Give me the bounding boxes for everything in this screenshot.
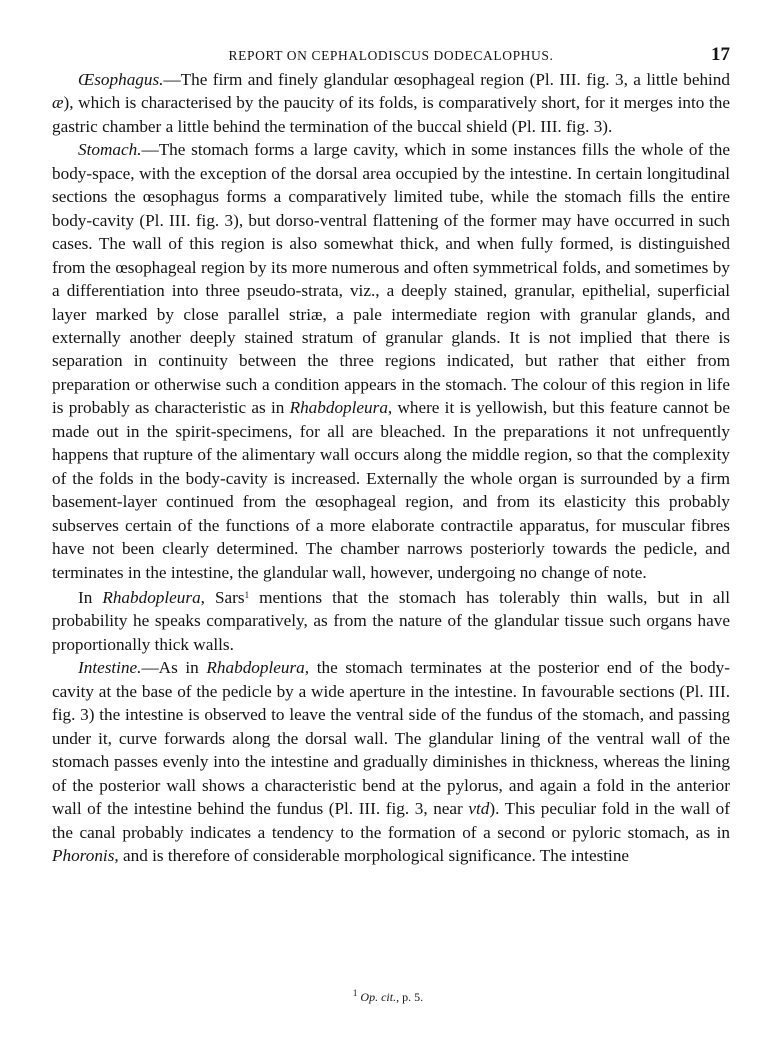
footnote (0, 988, 776, 1005)
section-heading-intestine: Intestine. (78, 658, 142, 678)
paragraph-oesophagus: Œsophagus.—The firm and finely glandular œsophageal region (Pl. III. fig. 3, a little behind æ), which is characterised by the paucity of its folds, is comparatively short, for it merges into the gastric chamber a little behind the termination of the buccal shield (Pl. III. fig. 3). (52, 70, 730, 136)
paragraph-intestine: Intestine.—As in Rhabdopleura, the stomach terminates at the posterior end of the body-cavity at the base of the pedicle by a wide aperture in the intestine. In favourable sections (Pl. III. fig. 3) the intestine is observed to leave the ventral side of the fundus of the stomach, and passing under it, curve forwards along the dorsal wall. The glandular lining of the ventral wall of the stomach passes evenly into the intestine and gradually diminishes in thickness, whereas the lining of the posterior wall shows a characteristic bend at the pylorus, and again a fold in the anterior wall of the intestine behind the fundus (Pl. III. fig. 3, near vtd). This peculiar fold in the wall of the canal probably indicates a tendency to the formation of a second or pyloric stomach, as in Phoronis, and is therefore of considerable morphological significance. The intestine (52, 658, 730, 865)
figure-label-ae: æ (52, 93, 64, 113)
body-text (52, 68, 730, 867)
footnote-citation: Op. cit. (360, 990, 397, 1004)
footnote-page-ref: , p. 5. (396, 990, 424, 1004)
paragraph-stomach: Stomach.—The stomach forms a large cavity, which in some instances fills the whole of the body-space, with the exception of the dorsal area occupied by the intestine. In certain longitudinal sections the œsophagus forms a comparatively limited tube, while the stomach fills the entire body-cavity (Pl. III. fig. 3), but dorso-ventral flattening of the former may have occurred in such cases. The wall of this region is also somewhat thick, and when fully formed, is distinguished from the œsophageal region by its more numerous and often symmetrical folds, and sometimes by a differentiation into three pseudo-strata, viz., a deeply stained, granular, epithelial, superficial layer marked by close parallel striæ, a pale intermediate region with granular glands, and externally another deeply stained stratum of granular glands. It is not implied that there is separation in continuity between the three regions indicated, but rather that either from preparation or otherwise such a condition appears in the stomach. The colour of this region in life is probably as characteristic as in Rhabdopleura, where it is yellowish, but this feature cannot be made out in the spirit-specimens, for all are bleached. In the preparations it not unfrequently happens that rupture of the alimentary wall occurs along the middle region, so that the complexity of the folds in the body-cavity is increased. Externally the whole organ is surrounded by a firm basement-layer continued from the œsophageal region, and from its elasticity this probably subserves certain of the functions of a more elaborate contractile apparatus, for muscular fibres have not been clearly determined. The chamber narrows posteriorly towards the pedicle, and terminates in the intestine, the glandular wall, however, undergoing no change of note. (52, 140, 730, 582)
running-head (52, 44, 730, 70)
page-number: 17 (711, 44, 730, 65)
taxon-name: Rhabdopleura (102, 587, 201, 607)
footnote-reference[interactable]: 1 (244, 589, 250, 600)
taxon-name: Phoronis (52, 845, 115, 865)
section-heading-stomach: Stomach. (78, 140, 142, 160)
figure-label-vtd: vtd (468, 799, 490, 819)
footnote-marker: 1 (352, 988, 358, 998)
paragraph-rhabdopleura: In Rhabdopleura, Sars$^1$ mentions that the stomach has tolerably thin walls, but in all probability he speaks comparatively, as from the nature of the glandular tissue such organs have proportionally thick walls. (52, 587, 730, 654)
running-title: REPORT ON CEPHALODISCUS DODECALOPHUS. (228, 48, 554, 63)
taxon-name: Rhabdopleura (289, 398, 388, 418)
section-heading-oesophagus: Œsophagus. (78, 70, 164, 89)
taxon-name: Rhabdopleura (206, 658, 305, 678)
